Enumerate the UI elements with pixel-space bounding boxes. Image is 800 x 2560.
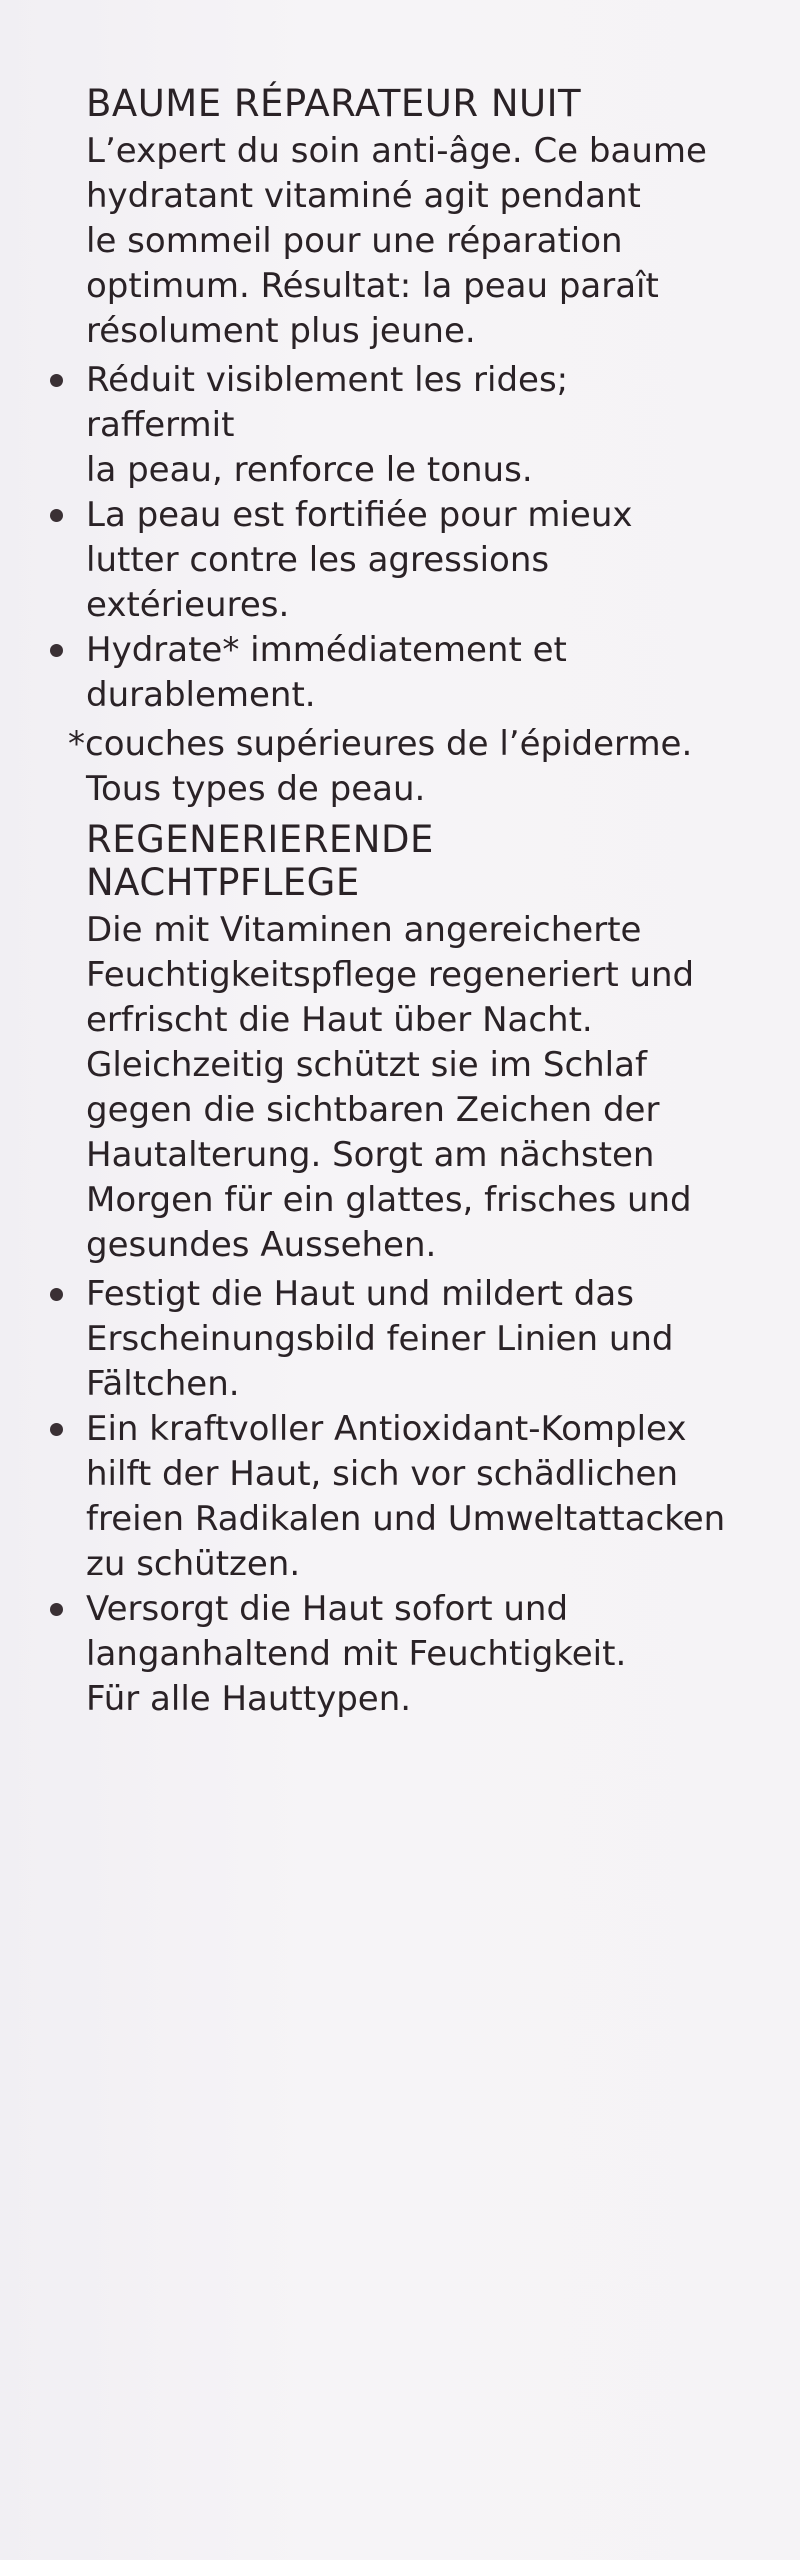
bullet-line: Fältchen. [86,1364,240,1404]
german-intro-line: erfrischt die Haut über Nacht. [86,1000,593,1040]
bullet-icon [50,1423,63,1436]
bullet-line: freien Radikalen und Umweltattacken [86,1499,726,1539]
german-intro [86,908,726,1268]
bullet-line: Hydrate* immédiatement et [86,630,567,670]
bullet-icon [50,1603,63,1616]
bullet-line: lutter contre les agressions extérieures. [86,540,550,625]
french-heading: BAUME RÉPARATEUR NUIT [86,82,582,125]
german-heading-line: NACHTPFLEGE [86,861,360,904]
bullet-line: hilft der Haut, sich vor schädlichen [86,1454,679,1494]
bullet-line: langanhaltend mit Feuchtigkeit. [86,1634,627,1674]
list-item [86,1587,726,1722]
german-intro-line: Gleichzeitig schützt sie im Schlaf [86,1045,647,1085]
list-item [86,358,726,493]
bullet-icon [50,509,63,522]
footnote-line: *couches supérieures de l’épiderme. [68,724,693,764]
german-intro-line: gesundes Aussehen. [86,1225,437,1265]
german-benefits-list [86,1272,726,1722]
french-intro-line: hydratant vitaminé agit pendant [86,176,641,216]
bullet-line: Für alle Hauttypen. [86,1679,412,1719]
german-heading-line: REGENERIERENDE [86,818,434,861]
list-item [86,1272,726,1407]
german-heading [86,818,726,904]
bullet-line: Versorgt die Haut sofort und [86,1589,569,1629]
german-intro-line: Morgen für ein glattes, frisches und [86,1180,692,1220]
bullet-line: zu schützen. [86,1544,301,1584]
german-intro-line: Die mit Vitaminen angereicherte [86,910,642,950]
german-intro-line: Hautalterung. Sorgt am nächsten [86,1135,655,1175]
french-intro-line: le sommeil pour une réparation [86,221,623,261]
footnote-line: Tous types de peau. [86,769,426,809]
german-intro-line: Feuchtigkeitspflege regeneriert und [86,955,695,995]
bullet-icon [50,374,63,387]
french-intro-line: optimum. Résultat: la peau paraît [86,266,659,306]
german-section [86,818,726,1722]
bullet-line: la peau, renforce le tonus. [86,450,533,490]
german-intro-line: gegen die sichtbaren Zeichen der [86,1090,660,1130]
bullet-icon [50,1288,63,1301]
french-intro-line: résolument plus jeune. [86,311,476,351]
french-intro-line: L’expert du soin anti-âge. Ce baume [86,131,707,171]
french-benefits-list [86,358,726,718]
bullet-line: durablement. [86,675,316,715]
bullet-line: Erscheinungsbild feiner Linien und [86,1319,674,1359]
list-item [86,628,726,718]
bullet-line: Réduit visiblement les rides; raffermit [86,360,569,445]
french-section [68,82,726,812]
list-item [86,1407,726,1587]
list-item [86,493,726,628]
bullet-icon [50,644,63,657]
bullet-line: Festigt die Haut und mildert das [86,1274,634,1314]
french-intro [86,129,726,354]
bullet-line: Ein kraftvoller Antioxidant-Komplex [86,1409,687,1449]
french-footnote [68,722,726,812]
bullet-line: La peau est fortifiée pour mieux [86,495,633,535]
